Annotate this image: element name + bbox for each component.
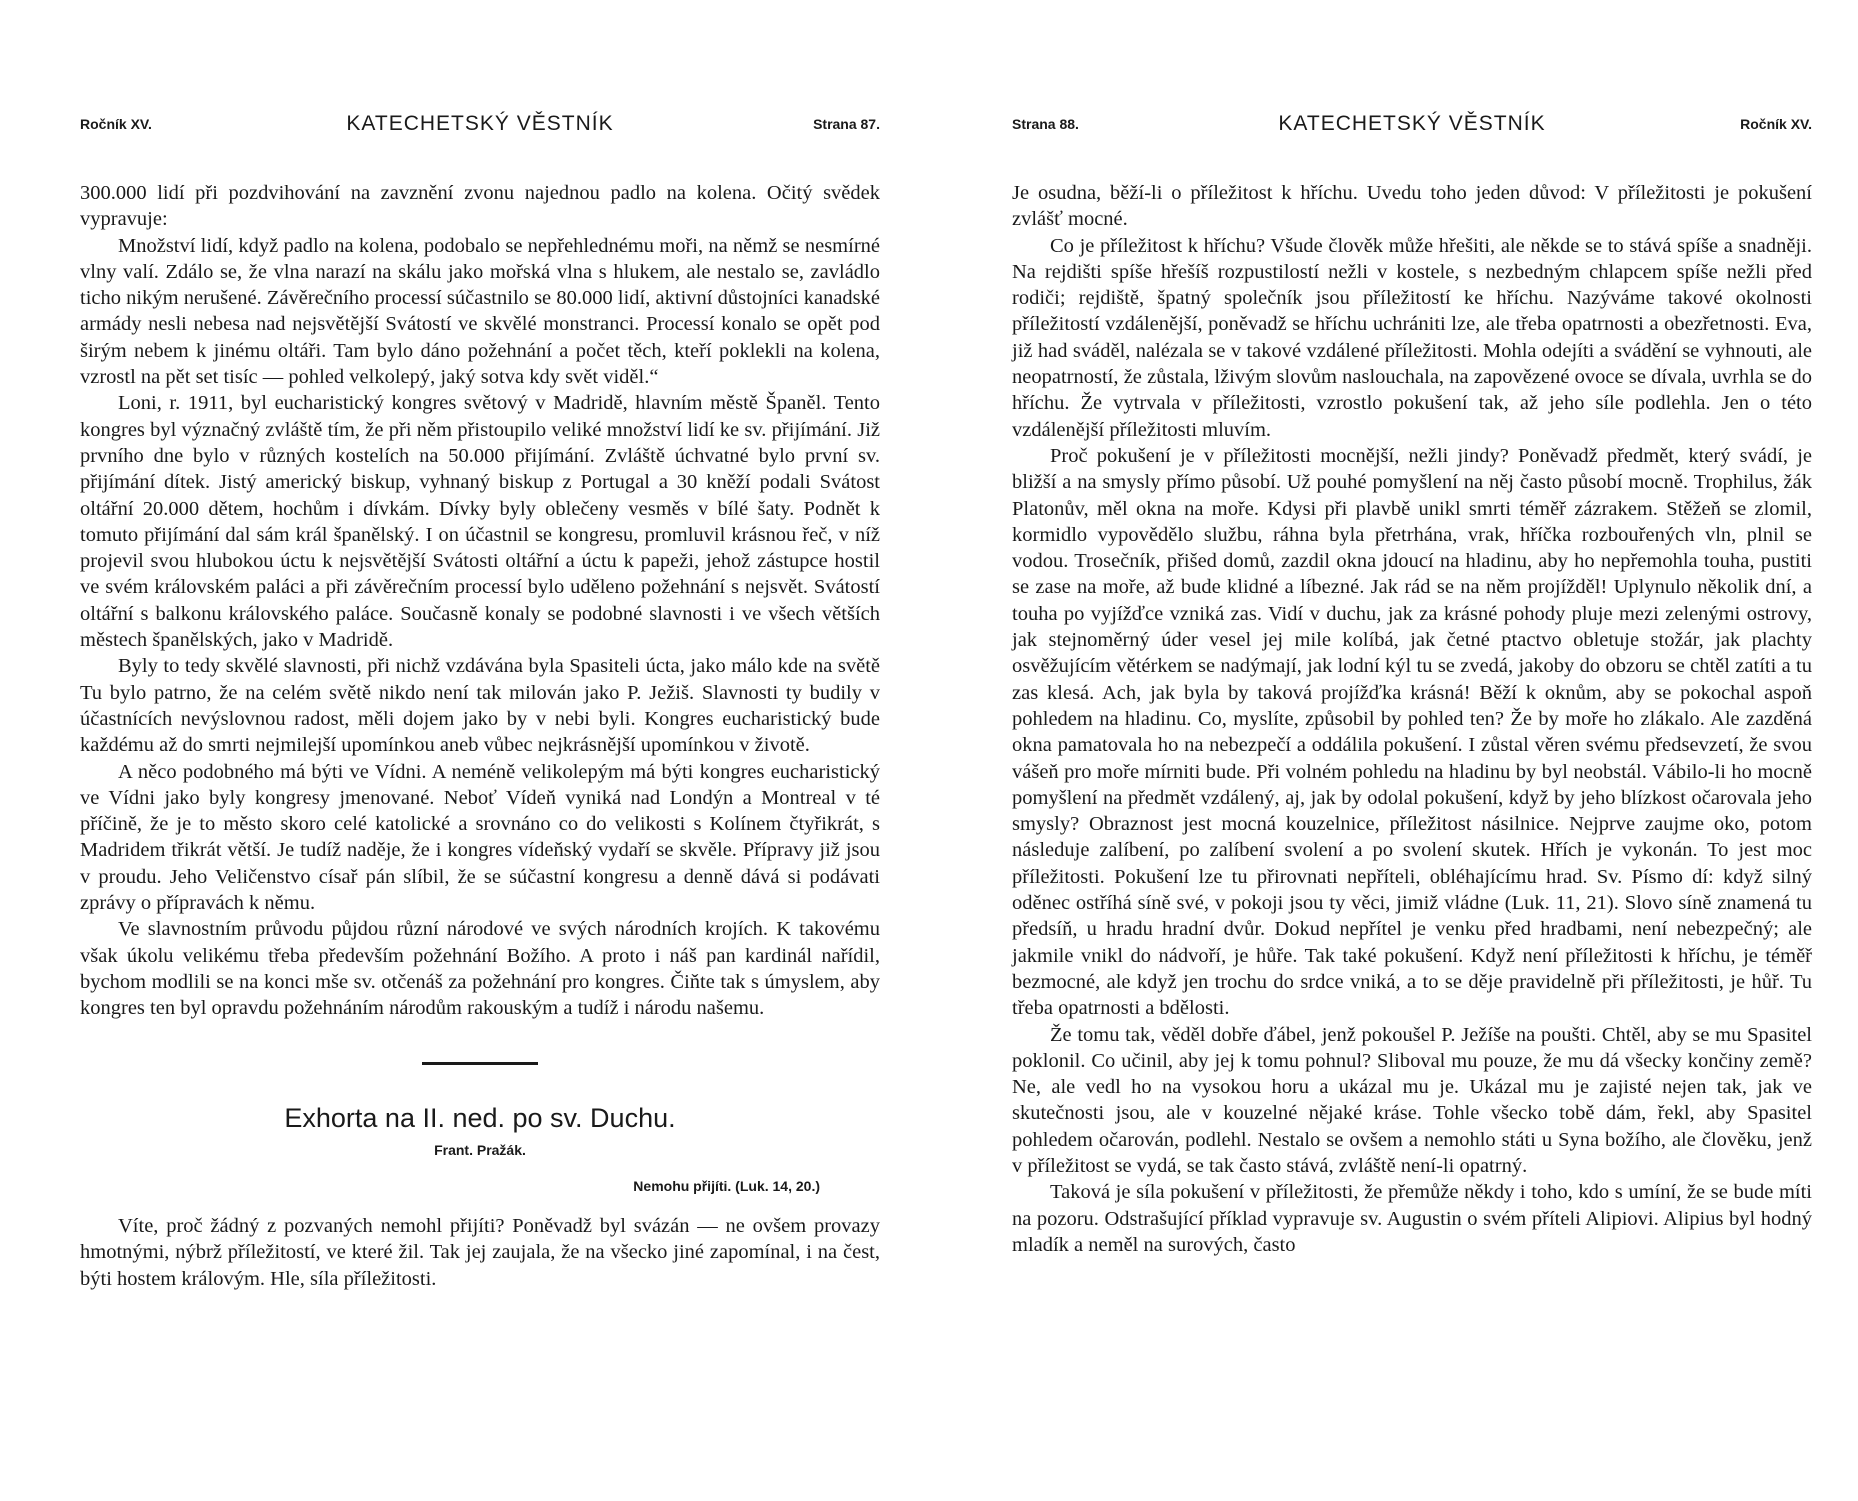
article-motto: Nemohu přijíti. (Luk. 14, 20.) [633,1177,820,1194]
article-title: Exhorta na II. ned. po sv. Duchu. [284,1102,676,1133]
paragraph: 300.000 lidí při pozdvihování na zavznění zvonu najednou padlo na kolena. Očitý svědek vypravuje: [80,182,880,231]
paragraph: Množství lidí, když padlo na kolena, podobalo se nepřehlednému moři, na němž se nesmírné vlny valí. Zdálo se, že vlna narazí na skálu jako mořská vlna s hlukem, ale nestalo se, zavládlo ticho nikým nerušené. Závěrečního processí súčastnilo se 80.000 lidí, aktivní důstojníci kanadské armády nesli nebesa nad nejsvětější Svátostí ve skvělé monstranci. Processí konalo se opět pod širým nebem k jinému oltáři. Tam bylo dáno požehnání a počet těch, kteří poklekli na kolena, vzrostl na pět set tisíc — pohled velkolepý, jaký sotva kdy svět viděl.“ [80,234,880,389]
paragraph: Ve slavnostním průvodu půjdou různí národové ve svých národních krojích. K takovému však úkolu velikému třeba především požehnání Božího. A proto i náš pan kardinál nařídil, bychom modlili se na konci mše sv. otčenáš za požehnání pro kongres. Čiňte tak s úmyslem, aby kongres ten byl opravdu požehnáním národům rakouským a tudíž i národu našemu. [80,918,880,1020]
paragraph: Taková je síla pokušení v příležitosti, že přemůže někdy i toho, kdo s umíní, že se bude míti na pozoru. Odstrašující příklad vypravuje sv. Augustin o svém příteli Alipiovi. Alipius byl hodný mladík a neměl na surových, často [1012,1181,1812,1256]
running-head [80,110,880,142]
paragraph: Co je příležitost k hříchu? Všude člověk může hřešiti, ale někde se to stává spíše a snadněji. Na rejdišti spíše hřešíš rozpustilostí nežli v kostele, s nezbedným chlapcem spíše nežli před rodiči; rejdiště, špatný společník jsou příležitostí ke hříchu. Nazýváme takové okolnosti příležitostí vzdálenější, poněvadž se hříchu uchrániti lze, ale třeba opatrnosti a obezřetnosti. Eva, již had sváděl, nalézala se v takové vzdálené příležitosti. Mohla odejíti a svádění se vyhnouti, ale neopatrností, že zůstala, lživým slovům naslouchala, na zapovězené ovoce se dívala, uvrhla se do hříchu. Že vytrvala v příležitosti, vzrostlo pokušení tak, až jeho síle podlehla. Jen o této vzdálenější příležitosti mluvím. [1012,234,1812,441]
journal-title: KATECHETSKÝ VĚSTNÍK [346,112,614,135]
page-number: Strana 87. [813,116,880,132]
right-body [1012,180,1812,1258]
paragraph: Víte, proč žádný z pozvaných nemohl přijíti? Poněvadž byl svázán — ne ovšem provazy hmotnými, nýbrž příležitostí, ve které žil. Tak jej zaujala, že na všecko jiné zapomínal, i na čest, býti hostem královým. Hle, síla příležitosti. [80,1215,880,1290]
journal-title: KATECHETSKÝ VĚSTNÍK [1278,112,1546,135]
paragraph: A něco podobného má býti ve Vídni. A neméně velikolepým má býti kongres eucharistický ve Vídni jako byly kongresy jmenované. Neboť Vídeň vyniká nad Londýn a Montreal v té příčině, že je to město skoro celé katolické a srovnáno co do velikosti s Kolínem čtyřikrát, s Madridem třikrát větší. Je tudíž naděje, že i kongres vídeňský vydaří se skvěle. Přípravy již jsou v proudu. Jeho Veličenstvo císař pán slíbil, že se súčastní kongresu a denně dává si podávati zprávy o přípravách k němu. [80,760,880,915]
paragraph: Proč pokušení je v příležitosti mocnější, nežli jindy? Poněvadž předmět, který svádí, je bližší a na smysly přímo působí. Už pouhé pomyšlení na něj často působí mocně. Trophilus, žák Platonův, měl okna na moře. Kdysi při plavbě unikl smrti téměř zázrakem. Stěžeň se zlomil, kormidlo vypovědělo službu, ráhna byla přetrhána, vrak, hříčka rozbouřených vln, plnil se vodou. Trosečník, přišed domů, zazdil okna jdoucí na hladinu, aby ho nepřemohla touha, pustiti se zase na moře, až bude klidné a líbezné. Jak rád se na něm projížděl! Uplynulo několik dní, a touha po vyjížďce vzniká zas. Vidí v duchu, jak za krásné pohody pluje mezi zelenými ostrovy, jak stejnoměrný úder vesel jej mile kolíbá, jak četné ptactvo obletuje stožár, jak plachty osvěžujícím větérkem se nadýmají, jak lodní kýl tu se zvedá, jakoby do obzoru se chtěl zatíti a tu zas klesá. Ach, jak byla by taková projížďka krásná! Běží k oknům, aby se pokochal aspoň pohledem na hladinu. Co, myslíte, způsobil by pohled ten? Že by moře ho zlákalo. Ale zazděná okna pamatovala ho na nebezpečí a oddálila pokušení. I zůstal věren svému předsevzetí, že svou vášeň pro moře mírniti bude. Při volném pohledu na hladinu by byl neobstál. Vábilo-li ho mocně pomyšlení na předmět vzdálený, aj, jak by odolal pokušení, když by jeho blízkost očarovala jeho smysly? Obraznost jest mocná kouzelnice, příležitost násilnice. Nejprve zaujme oko, potom následuje zalíbení, po zalíbení svolení a po svolení skutek. Hřích je vykonán. To jest moc příležitosti. Pokušení lze tu přirovnati nepříteli, obléhajícímu hrad. Sv. Písmo dí: když silný oděnec ostříhá síně své, v pokoji jsou ty věci, jimiž vládne (Luk. 11, 21). Slovo síně znamená tu předsíň, u hradu hradní dvůr. Dokud nepřítel je venku před hradbami, není nebezpečný; ale jakmile vnikl do nádvoří, je hůře. Tak také pokušení. Když není příležitosti k hříchu, je téměř bezmocné, ale když jen trochu do srdce vniká, a to se děje pravidelně při příležitosti, je hůř. Tu třeba opatrnosti a bdělosti. [1012,444,1812,1020]
running-head [1012,110,1812,142]
left-body [80,180,880,1292]
left-page [80,110,880,1292]
paragraph: Byly to tedy skvělé slavnosti, při nichž vzdávána byla Spasiteli úcta, jako málo kde na světě Tu bylo patrno, že na celém světě nikdo není tak milován jako P. Ježiš. Slavnosti ty budily v účastnících nevýslovnou radost, měli dojem jako by v nebi byli. Kongres eucharistický bude každému až do smrti nejmilejší upomínkou aneb vůbec nejkrásnější upomínkou v životě. [80,655,880,757]
right-page [1012,110,1812,1258]
page-number: Strana 88. [1012,116,1079,132]
paragraph: Že tomu tak, věděl dobře ďábel, jenž pokoušel P. Ježíše na poušti. Chtěl, aby se mu Spasitel poklonil. Co učinil, aby jej k tomu pohnul? Sliboval mu pouze, že mu dá všecky končiny země? Ne, ale vedl ho na vysokou horu a ukázal mu je. Ukázal mu je zajisté nejen tak, jak ve skutečnosti jsou, ale v kouzelné nějaké kráse. Tohle všecko tobě dám, řekl, aby Spasitel pohledem očarován, podlehl. Nestalo se ovšem a nemohlo státi u Syna božího, ale člověku, jenž v příležitost se vydá, se tak často stává, zvláště není-li opatrný. [1012,1023,1812,1177]
section-divider [422,1062,538,1065]
volume-label: Ročník XV. [1740,116,1812,132]
paragraph: Loni, r. 1911, byl eucharistický kongres světový v Madridě, hlavním městě Španěl. Tento kongres byl význačný zvláště tím, že při něm přistoupilo veliké množství lidí ke sv. přijímání. Již prvního dne bylo v různých kostelích na 50.000 přijímání. Zvláště úchvatné bylo první sv. přijímání dítek. Jistý americký biskup, vyhnaný biskup z Portugal a 30 kněží podali Svátost oltářní 20.000 dětem, hochům i dívkám. Dívky byly oblečeny vesměs v bílé šaty. Podnět k tomuto přijímání dal sám král španělský. I on účastnil se kongresu, promluvil krásnou řeč, v níž projevil svou hlubokou úctu k nejsvětější Svátosti oltářní a úctu k papeži, jehož zástupce hostil ve svém královském paláci a při závěrečním processí bylo uděleno požehnání s nejsvět. Svátostí oltářní s balkonu královského paláce. Současně konaly se podobné slavnosti i ve všech větších městech španělských, jako v Madridě. [80,392,880,652]
volume-label: Ročník XV. [80,116,152,132]
paragraph: Je osudna, běží-li o příležitost k hříchu. Uvedu toho jeden důvod: V příležitosti je pokušení zvlášť mocné. [1012,182,1812,231]
article-author: Frant. Pražák. [434,1141,526,1158]
